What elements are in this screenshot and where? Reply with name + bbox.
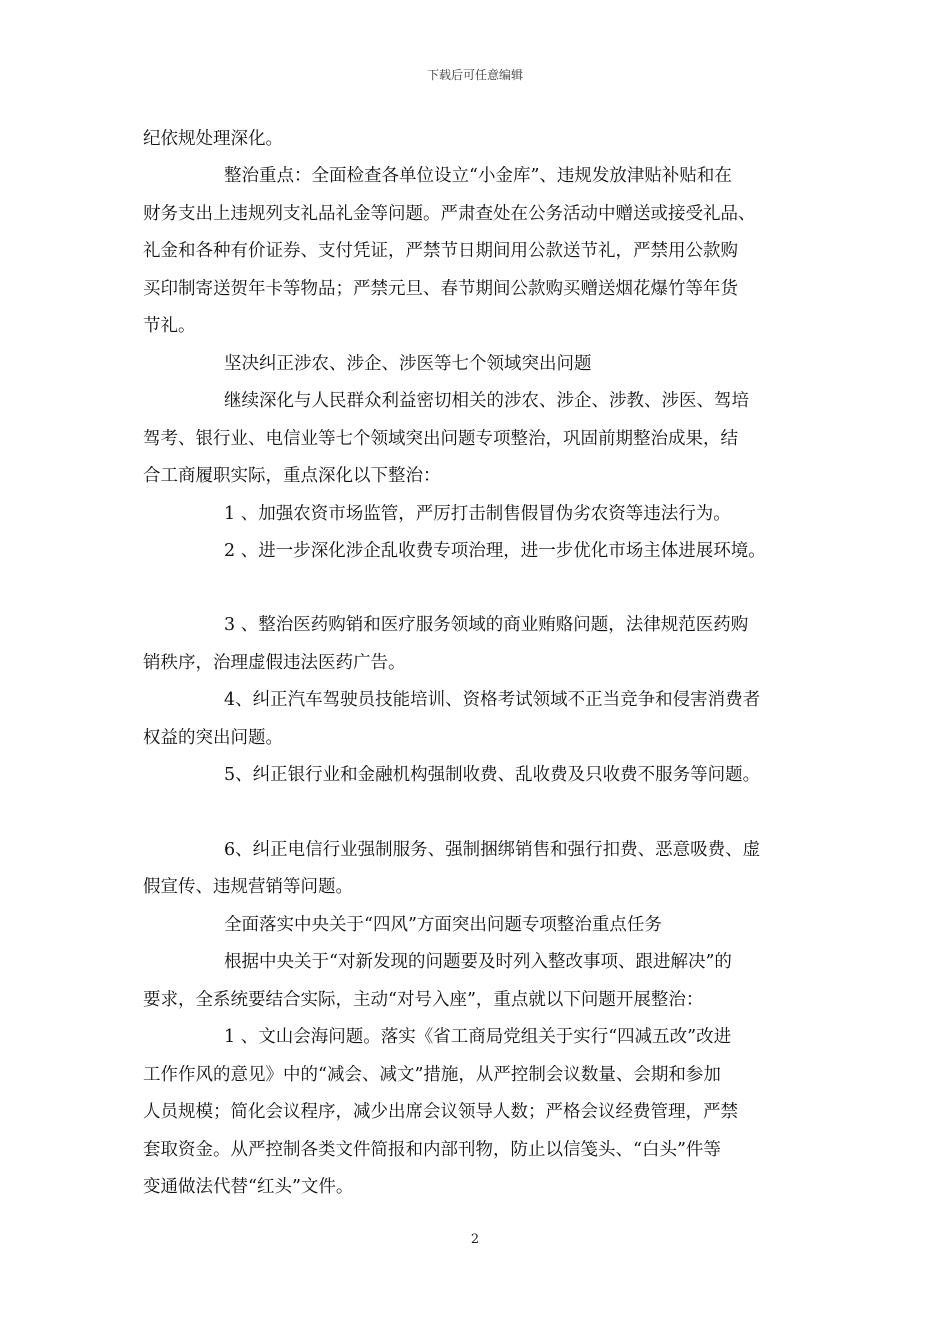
list-item: 3 、整治医药购销和医疗服务领域的商业贿赂问题，法律规范医药购 [224, 615, 749, 635]
list-item: 4、纠正汽车驾驶员技能培训、资格考试领域不正当竞争和侵害消费者 [224, 690, 761, 710]
page-header: 下载后可任意编辑 [426, 68, 523, 82]
paragraph-line: 合工商履职实际，重点深化以下整治： [143, 466, 441, 486]
list-item: 6、纠正电信行业强制服务、强制捆绑销售和强行扣费、恶意吸费、虚 [224, 840, 761, 860]
paragraph-line: 节礼。 [143, 316, 196, 336]
paragraph-line: 驾考、银行业、电信业等七个领域突出问题专项整治，巩固前期整治成果，结 [143, 429, 738, 449]
paragraph-line: 人员规模；简化会议程序，减少出席会议领导人数；严格会议经费管理，严禁 [143, 1102, 738, 1122]
paragraph-line: 销秩序，治理虚假违法医药广告。 [143, 653, 406, 673]
paragraph-line: 要求，全系统要结合实际，主动“对号入座”，重点就以下问题开展整治： [143, 990, 704, 1010]
paragraph-line: 根据中央关于“对新发现的问题要及时列入整改事项、跟进解决”的 [224, 952, 732, 972]
paragraph-line: 权益的突出问题。 [143, 728, 283, 748]
paragraph-line: 工作作风的意见》中的“减会、减文”措施，从严控制会议数量、会期和参加 [143, 1065, 721, 1085]
section-heading: 全面落实中央关于“四风”方面突出问题专项整治重点任务 [224, 915, 662, 935]
paragraph-line: 套取资金。从严控制各类文件简报和内部刊物，防止以信笺头、“白头”件等 [143, 1140, 721, 1160]
list-item: 2 、进一步深化涉企乱收费专项治理，进一步优化市场主体进展环境。 [224, 541, 766, 561]
list-item: 1 、文山会海问题。落实《省工商局党组关于实行“四减五改”改进 [224, 1027, 732, 1047]
list-item: 5、纠正银行业和金融机构强制收费、乱收费及只收费不服务等问题。 [224, 765, 761, 785]
paragraph-line: 买印制寄送贺年卡等物品；严禁元旦、春节期间公款购买赠送烟花爆竹等年货 [143, 279, 738, 299]
paragraph-line: 变通做法代替“红头”文件。 [143, 1177, 354, 1197]
paragraph-line: 财务支出上违规列支礼品礼金等问题。严肃查处在公务活动中赠送或接受礼品、 [143, 204, 756, 224]
section-heading: 坚决纠正涉农、涉企、涉医等七个领域突出问题 [224, 354, 592, 374]
page-number: 2 [470, 1232, 480, 1247]
paragraph-line: 礼金和各种有价证券、支付凭证，严禁节日期间用公款送节礼，严禁用公款购 [143, 241, 738, 261]
list-item: 1 、加强农资市场监管，严厉打击制售假冒伪劣农资等违法行为。 [224, 504, 731, 524]
paragraph-line: 纪依规处理深化。 [143, 129, 283, 149]
paragraph-line: 假宣传、违规营销等问题。 [143, 877, 353, 897]
paragraph-line: 整治重点：全面检查各单位设立“小金库”、违规发放津贴补贴和在 [224, 166, 732, 186]
paragraph-line: 继续深化与人民群众利益密切相关的涉农、涉企、涉教、涉医、驾培 [224, 391, 749, 411]
